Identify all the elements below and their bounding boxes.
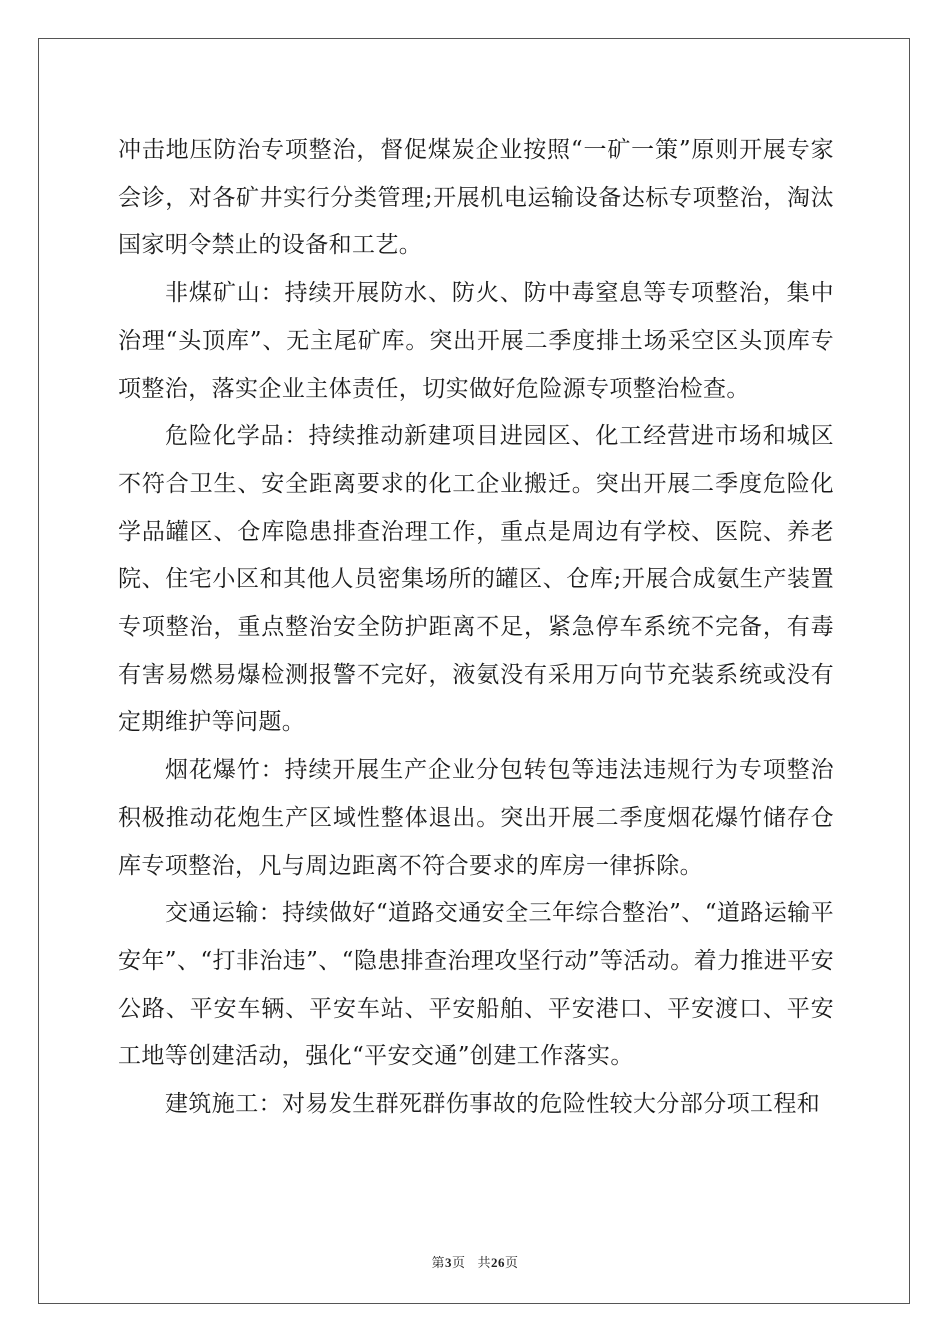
paragraph-hazardous-chemicals: 危险化学品：持续推动新建项目进园区、化工经营进市场和城区不符合卫生、安全距离要求的化工企业搬迁。突出开展二季度危险化学品罐区、仓库隐患排查治理工作，重点是周边有学校、医院、养老院、住宅小区和其他人员密集场所的罐区、仓库;开展合成氨生产装置专项整治，重点整治安全防护距离不足，紧急停车系统不完备，有毒有害易燃易爆检测报警不完好，液氨没有采用万向节充装系统或没有定期维护等问题。 [118, 423, 834, 736]
page-number-footer [0, 1252, 950, 1271]
paragraph-construction: 建筑施工：对易发生群死群伤事故的危险性较大分部分项工程和 [165, 1091, 821, 1118]
document-body [118, 127, 834, 1129]
paragraph-non-coal-mines: 非煤矿山：持续开展防水、防火、防中毒窒息等专项整治，集中治理“头顶库”、无主尾矿库。突出开展二季度排土场采空区头顶库专项整治，落实企业主体责任，切实做好危险源专项整治检查。 [118, 280, 834, 402]
paragraph-coal-mining-continued: 冲击地压防治专项整治，督促煤炭企业按照“一矿一策”原则开展专家会诊，对各矿井实行分类管理;开展机电运输设备达标专项整治，淘汰国家明令禁止的设备和工艺。 [118, 137, 834, 259]
total-page-count: 26 [491, 1255, 506, 1270]
footer-prefix: 第 [431, 1255, 445, 1270]
footer-total-unit: 页 [505, 1255, 519, 1270]
footer-total-prefix: 共 [477, 1255, 492, 1270]
paragraph-transportation: 交通运输：持续做好“道路交通安全三年综合整治”、“道路运输平安年”、“打非治违”、“隐患排查治理攻坚行动”等活动。着力推进平安公路、平安车辆、平安车站、平安船舶、平安港口、平安渡口、平安工地等创建活动，强化“平安交通”创建工作落实。 [118, 900, 834, 1070]
current-page-number: 3 [444, 1255, 452, 1270]
paragraph-fireworks: 烟花爆竹：持续开展生产企业分包转包等违法违规行为专项整治积极推动花炮生产区域性整体退出。突出开展二季度烟花爆竹储存仓库专项整治，凡与周边距离不符合要求的库房一律拆除。 [118, 757, 834, 879]
footer-page-unit: 页 [451, 1255, 466, 1270]
